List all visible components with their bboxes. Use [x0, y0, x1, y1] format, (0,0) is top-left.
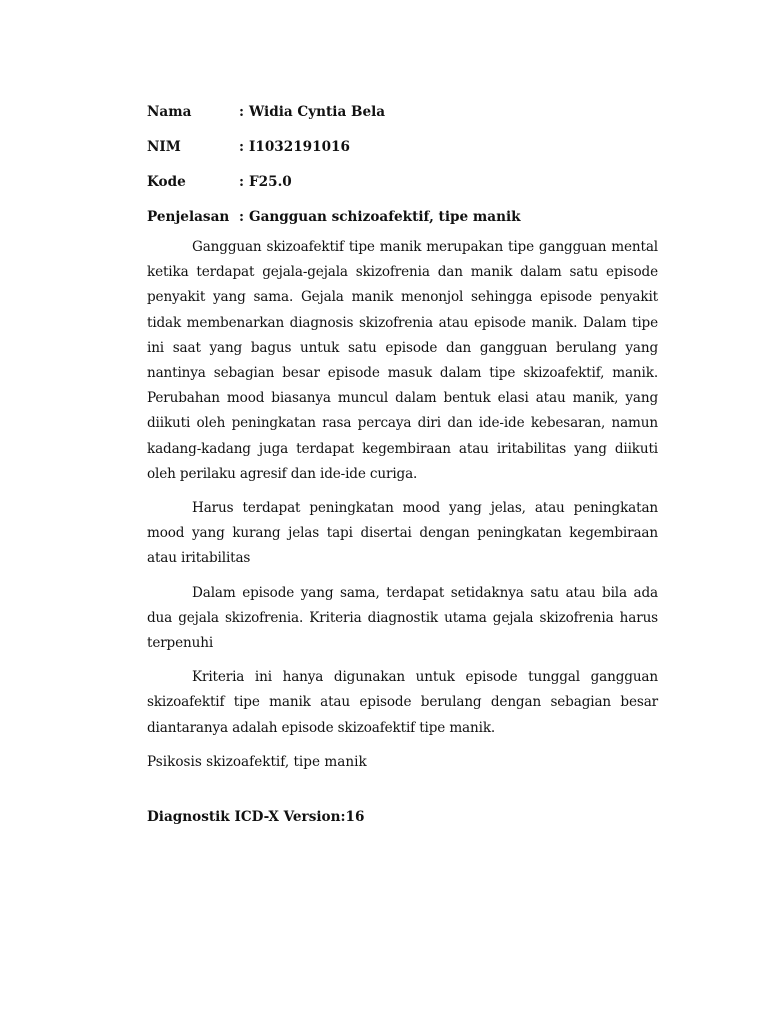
- meta-label: Nama: [147, 104, 192, 120]
- document-page: [147, 100, 658, 830]
- meta-value: Gangguan schizoafektif, tipe manik: [249, 209, 521, 225]
- meta-row-nama: [147, 100, 658, 135]
- paragraph-criterion-mood: Harus terdapat peningkatan mood yang jelas, atau peningkatan mood yang kurang jelas tapi disertai dengan peningkatan kegembiraan atau iritabilitas: [147, 500, 658, 567]
- meta-label: Penjelasan: [147, 209, 230, 225]
- meta-row-nim: [147, 135, 658, 170]
- paragraph-criterion-episode: Kriteria ini hanya digunakan untuk episode tunggal gangguan skizoafektif tipe manik atau episode berulang dengan sebagian besar diantaranya adalah episode skizoafektif tipe manik.: [147, 669, 658, 736]
- paragraph-definition: Gangguan skizoafektif tipe manik merupakan tipe gangguan mental ketika terdapat gejala-gejala skizofrenia dan manik dalam satu episode penyakit yang sama. Gejala manik menonjol sehingga episode penyakit tidak membenarkan diagnosis skizofrenia atau episode manik. Dalam tipe ini saat yang bagus untuk satu episode dan gangguan berulang yang nantinya sebagian besar episode masuk dalam tipe skizoafektif, manik. Perubahan mood biasanya muncul dalam bentuk elasi atau manik, yang diikuti oleh peningkatan rasa percaya diri dan ide-ide kebesaran, namun kadang-kadang juga terdapat kegembiraan atau iritabilitas yang diikuti oleh perilaku agresif dan ide-ide curiga.: [147, 239, 658, 482]
- meta-label: Kode: [147, 174, 186, 190]
- meta-colon: :: [239, 104, 245, 120]
- meta-value: I1032191016: [249, 139, 350, 155]
- paragraph-criterion-schizophrenia: Dalam episode yang sama, terdapat setidaknya satu atau bila ada dua gejala skizofrenia. Kriteria diagnostik utama gejala skizofrenia harus terpenuhi: [147, 584, 658, 652]
- meta-value: F25.0: [249, 174, 292, 190]
- meta-row-penjelasan: [147, 205, 658, 235]
- psychosis-line: Psikosis skizoafektif, tipe manik: [147, 753, 367, 770]
- meta-colon: :: [239, 174, 245, 190]
- meta-label: NIM: [147, 139, 181, 155]
- diagnostic-title: Diagnostik ICD-X Version:16: [147, 808, 365, 825]
- meta-value: Widia Cyntia Bela: [249, 104, 386, 120]
- meta-colon: :: [239, 139, 245, 155]
- meta-colon: :: [239, 209, 245, 225]
- meta-row-kode: [147, 170, 658, 205]
